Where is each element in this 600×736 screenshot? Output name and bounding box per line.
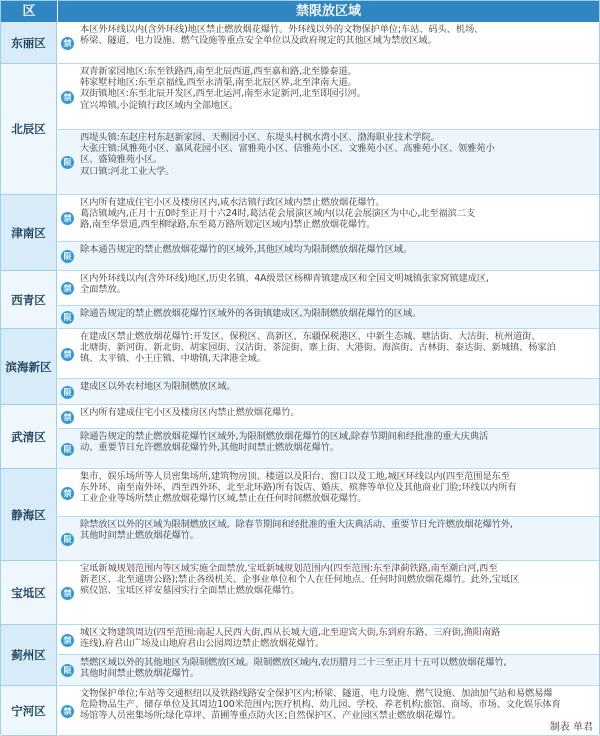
zone-description (80, 331, 595, 365)
zone-text-line: 东外环、南至南外环、西至西外环、北至北环路)所有饭店、婚庆、殡葬等单位及其他商业门脸;环线以内所有 (80, 482, 517, 494)
zone-text-line: 除通告规定的禁止燃放烟花爆竹区域外的各街镇建成区,为限制燃放烟花爆竹的区域。 (80, 308, 422, 319)
zone-description (80, 471, 595, 505)
zone-text-line: 路,南至华景道,西至柳绿路,东至葛万路所划定区域内)禁止燃放烟花爆竹。 (80, 219, 376, 231)
zone-text-line: 连线),府君山广场及山地府君山公园周边禁止燃放烟花爆竹。 (80, 638, 325, 650)
zone-text-line: 韩家墅村地区:东至京福线,西至永清渠,南至北辰区界,北至津南大道。 (80, 77, 357, 89)
zone-text-line: 城区文物建筑周边(四至范围:南起人民西大街,西从长城大道,北至迎宾大街,东到府东路、三府街,渔阳南路 (80, 627, 501, 638)
zone-text-line: 葛沽镇域内,正月十五0时至正月十六24时,葛沽花会展演区域内(以花会展演区为中心,北至福滨二支 (80, 208, 476, 220)
limit-badge-icon: 限 (61, 443, 74, 456)
ban-zone-block (58, 625, 599, 655)
zone-text-line: 除通告规定的禁止燃放烟花爆竹区域外,为限制燃放烟花爆竹的区域,除春节期间和经批准的重大庆典活 (80, 431, 489, 442)
zone-text-line: 宜兴埠镇,小淀镇行政区域内全部地区。 (80, 99, 239, 111)
limit-badge-icon: 限 (61, 311, 74, 324)
ban-zone-block (58, 329, 599, 379)
district-name: 津南区 (1, 195, 57, 271)
limit-zone-block (58, 130, 599, 195)
zone-text-line: 双青新家园地区:东至铁路西,南至北辰西道,西至嘉和路,北至滕泰道。 (80, 66, 357, 77)
zone-text-line: 殡仪馆、宝坻区祥安墓园实行全面禁止燃放烟花爆竹。 (80, 585, 300, 597)
limit-zone-block (58, 655, 599, 686)
district-name: 静海区 (1, 469, 57, 561)
district-name: 蓟州区 (1, 625, 57, 686)
zone-text-line: 危险物品生产、储存单位及其周边100米范围内;医疗机构、幼儿园、学校、养老机构;旅馆、商场、市场、文化娱乐体育 (80, 699, 561, 711)
limit-zone-block (58, 306, 599, 329)
zone-description (80, 431, 595, 453)
zone-text-line: 镇、太平镇、小王庄镇、中塘镇,天津港全域。 (80, 353, 266, 365)
ban-zone-block (58, 561, 599, 625)
district-name: 武清区 (1, 405, 57, 469)
zone-description (80, 627, 595, 649)
zone-text-line: 工业企业等场所禁止燃放烟花爆竹区域,禁止在任何时间燃放烟花爆竹。 (80, 493, 367, 505)
ban-badge-icon: 禁 (61, 587, 74, 600)
zone-text-line: 除本通告规定的禁止燃放烟花爆竹的区域外,其他区域均为限制燃放烟花爆竹区域。 (80, 244, 413, 255)
ban-zone-block (58, 22, 599, 64)
zone-text-line: 场馆等人员密集场所;绿化草坪、苗圃等重点防火区;自然保护区、产业园区禁止燃放烟花爆竹。 (80, 710, 461, 722)
zone-text-line: 桥梁、隧道、电力设施、燃气设施等重点安全单位以及政府规定的其他区域为禁放区域。 (80, 35, 437, 47)
ban-badge-icon: 禁 (61, 91, 74, 104)
zone-text-line: 区内所有建成住宅小区及楼房区内,咸水沽镇行政区域内禁止燃放烟花爆竹。 (80, 197, 385, 208)
table-credit: 制表 单君 (546, 718, 593, 733)
ban-zone-block (58, 195, 599, 242)
zone-text-line: 区内所有建成住宅小区及楼房区内禁止燃放烟花爆竹。 (80, 407, 300, 418)
ban-zone-block (58, 469, 599, 517)
limit-badge-icon: 限 (61, 664, 74, 677)
ban-badge-icon: 禁 (61, 348, 74, 361)
district-name: 宁河区 (1, 686, 57, 736)
limit-zone-block (58, 429, 599, 469)
zone-text-line: 其他时间禁止燃放烟花爆竹。 (80, 530, 199, 542)
limit-badge-icon: 限 (61, 156, 74, 169)
limit-zone-block (58, 379, 599, 405)
zone-text-line: 新老区、北至通唐公路);禁止各级机关、企事业单位和个人在任何地点、任何时间燃放烟花爆竹。此外,宝坻区 (80, 574, 520, 586)
zone-text-line: 除禁放区以外的区域为限制燃放区域。除春节期间和经批准的重大庆典活动、重要节日允许燃放烟花爆竹外, (80, 519, 513, 530)
ban-badge-icon: 禁 (61, 282, 74, 295)
zone-text-line: 西堤头镇:东赵庄村东赵新家园、天赐园小区、东堤头村枫水湾小区、渤海职业技术学院。 (80, 132, 440, 143)
zone-text-line: 双街镇地区:东至北辰开发区,西至北运河,南至永定新河,北至即园引河。 (80, 88, 366, 100)
ban-badge-icon: 禁 (61, 487, 74, 500)
header-district: 区 (1, 1, 58, 22)
ban-zone-block (58, 405, 599, 429)
zone-text-line: 其他时间禁止燃放烟花爆竹。 (80, 668, 199, 680)
zone-text-line: 文物保护单位;车站等交通枢纽以及铁路线路安全保护区内;桥梁、隧道、电力设施、燃气设施、加油加气站和易燃易爆 (80, 688, 553, 699)
ban-badge-icon: 禁 (61, 212, 74, 225)
limit-zone-block (58, 517, 599, 561)
district-name: 滨海新区 (1, 329, 57, 405)
zone-text-line: 大张庄镇:风雅苑小区、嘉风花园小区、富雅苑小区、信雅苑小区、文雅苑小区、高雅苑小区、领雅苑小 (80, 143, 495, 155)
zone-description (80, 273, 595, 295)
zone-text-line: 动、重要节日允许燃放烟花爆竹外,其他时间禁止燃放烟花爆竹。 (80, 442, 339, 454)
district-name: 西青区 (1, 271, 57, 329)
district-name: 北辰区 (1, 64, 57, 195)
table-header (1, 1, 599, 22)
zone-description (80, 132, 595, 177)
ban-badge-icon: 禁 (61, 634, 74, 647)
district-name: 宝坻区 (1, 561, 57, 625)
ban-zone-block (58, 686, 599, 736)
zone-text-line: 本区外环线以内(含外环线)地区禁止燃放烟花爆竹。外环线以外的文物保护单位;车站、码头、机场、 (80, 24, 484, 35)
zone-text-line: 集市、娱乐场所等人员密集场所,建筑物房顶、楼道以及阳台、窗口以及工地,城区环线以内(四至范围是东至 (80, 471, 510, 482)
zone-text-line: 区、盛镜雅苑小区。 (80, 154, 163, 166)
zone-text-line: 区内外环线以内(含外环线)地区,历史名镇、4A级景区杨柳青镇建成区和全国文明城镇张家窝镇建成区, (80, 273, 489, 284)
zone-description (80, 197, 595, 231)
zone-description (80, 407, 595, 418)
zone-text-line: 禁燃区域以外的其他地区为限制燃放区域。限制燃放区域内,农历腊月二十三至正月十五可以燃放烟花爆竹, (80, 657, 507, 668)
limit-badge-icon: 限 (61, 386, 74, 399)
ban-badge-icon: 禁 (61, 705, 74, 718)
limit-badge-icon: 限 (61, 250, 74, 263)
ban-badge-icon: 禁 (61, 37, 74, 50)
zone-description (80, 308, 595, 319)
zone-text-line: 宝坻新城规划范围内等区域实施全面禁放,宝坻新城规划范围内(四至范围:东至津蓟铁路,南至潮白河,西至 (80, 563, 498, 574)
zone-description (80, 381, 595, 392)
zone-text-line: 北塘街、新河街、新北街、胡家园街、汉沽街、茶淀街、寨上街、大港街、海滨街、古林街、泰达街、新城镇、杨家泊 (80, 342, 556, 354)
zone-description (80, 519, 595, 541)
zone-text-line: 在建成区禁止燃放烟花爆竹:开发区、保税区、高新区、东疆保税港区、中新生态城、塘沽街、大沽街、杭州道街、 (80, 331, 541, 342)
zone-text-line: 建成区以外农村地区为限制燃放区域。 (80, 381, 236, 392)
zone-description (80, 244, 595, 255)
header-zone: 禁限放区域 (295, 4, 361, 19)
district-name: 东丽区 (1, 22, 57, 64)
zone-description (80, 688, 595, 722)
zone-description (80, 563, 595, 597)
zone-description (80, 657, 595, 679)
limit-badge-icon: 限 (61, 533, 74, 546)
zone-description (80, 66, 595, 111)
zone-text-line: 全面禁放。 (80, 284, 126, 296)
ban-badge-icon: 禁 (61, 411, 74, 424)
zone-text-line: 双口镇:河北工业大学。 (80, 165, 175, 177)
ban-zone-block (58, 64, 599, 130)
zone-description (80, 24, 595, 46)
ban-zone-block (58, 271, 599, 306)
limit-zone-block (58, 242, 599, 271)
